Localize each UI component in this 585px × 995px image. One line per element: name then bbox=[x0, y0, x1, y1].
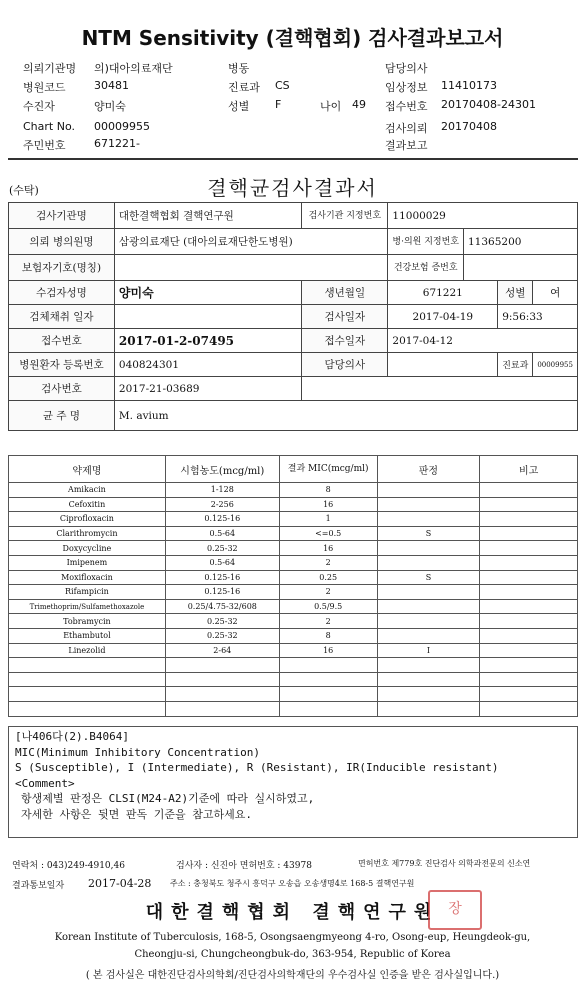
value-sex: F bbox=[275, 98, 282, 111]
table-row bbox=[9, 497, 578, 512]
value-hospital-code: 30481 bbox=[94, 79, 129, 92]
interpretation bbox=[377, 497, 480, 512]
column-header-concentration: 시험농도(mcg/ml) bbox=[165, 456, 279, 483]
test-concentration: 2-64 bbox=[165, 643, 279, 658]
remarks bbox=[480, 570, 578, 585]
interpretation bbox=[377, 512, 480, 527]
institute-name: 대한결핵협회 결핵연구원 bbox=[145, 902, 440, 923]
drug-susceptibility-table bbox=[8, 455, 578, 717]
value-request-date: 20170408 bbox=[441, 120, 497, 133]
label-doctor: 담당의사 bbox=[385, 62, 428, 75]
lab-code-value: 11000029 bbox=[388, 203, 578, 229]
mic-result: 2 bbox=[279, 585, 377, 600]
test-concentration bbox=[165, 701, 279, 716]
remarks bbox=[480, 672, 578, 687]
label-resident-no: 주민번호 bbox=[23, 139, 66, 152]
table-row bbox=[9, 701, 578, 716]
hospital-name-value: 삼광의료재단 (대아의료재단한도병원) bbox=[114, 229, 388, 255]
interpretation: S bbox=[377, 526, 480, 541]
examinee-name-value: 양미숙 bbox=[114, 281, 301, 305]
birthdate-label: 생년월일 bbox=[302, 281, 388, 305]
lab-name-label: 검사기관명 bbox=[9, 203, 115, 229]
test-concentration: 2-256 bbox=[165, 497, 279, 512]
table-row bbox=[9, 672, 578, 687]
table-row bbox=[9, 483, 578, 498]
label-chart-no: Chart No. bbox=[23, 120, 75, 133]
label-department: 진료과 bbox=[228, 81, 260, 94]
interpretation bbox=[377, 672, 480, 687]
insurance-no-value bbox=[464, 255, 578, 281]
interpretation bbox=[377, 701, 480, 716]
test-no-value: 2017-21-03689 bbox=[114, 377, 301, 401]
drug-name bbox=[9, 701, 166, 716]
collection-date-label: 검체채취 일자 bbox=[9, 305, 115, 329]
consignment-tag: (수탁) bbox=[9, 184, 39, 197]
test-concentration: 0.25-32 bbox=[165, 541, 279, 556]
label-ward: 병동 bbox=[228, 62, 250, 75]
official-seal: 장 bbox=[428, 890, 482, 930]
remarks bbox=[480, 687, 578, 702]
receipt-no-value: 2017-01-2-07495 bbox=[114, 329, 301, 353]
hospital-code-label: 병·의원 지정번호 bbox=[388, 229, 464, 255]
drug-name: Amikacin bbox=[9, 483, 166, 498]
registration-no-label: 병원환자 등록번호 bbox=[9, 353, 115, 377]
test-time-value: 9:56:33 bbox=[498, 305, 578, 329]
column-header-mic: 결과 MIC(mcg/ml) bbox=[279, 456, 377, 483]
table-row bbox=[9, 614, 578, 629]
drug-name: Ethambutol bbox=[9, 628, 166, 643]
clinic-dept-value: 00009955 bbox=[533, 353, 578, 377]
interpretation bbox=[377, 614, 480, 629]
test-concentration: 0.125-16 bbox=[165, 512, 279, 527]
remarks bbox=[480, 628, 578, 643]
patient-info-table bbox=[8, 202, 578, 431]
insurer-label: 보험자기호(명칭) bbox=[9, 255, 115, 281]
interpretation: I bbox=[377, 643, 480, 658]
test-concentration: 0.25-32 bbox=[165, 614, 279, 629]
interpretation bbox=[377, 687, 480, 702]
drug-name: Moxifloxacin bbox=[9, 570, 166, 585]
remarks bbox=[480, 643, 578, 658]
remarks bbox=[480, 585, 578, 600]
interpretation bbox=[377, 585, 480, 600]
interpretation bbox=[377, 658, 480, 673]
column-header-interpretation: 판정 bbox=[377, 456, 480, 483]
label-age: 나이 bbox=[320, 100, 342, 113]
drug-name bbox=[9, 672, 166, 687]
drug-name: Ciprofloxacin bbox=[9, 512, 166, 527]
footer-report-date-value: 2017-04-28 bbox=[88, 877, 152, 890]
footer-contact: 연락처 : 043)249-4910,46 bbox=[12, 861, 125, 871]
notes-mic-definition: MIC(Minimum Inhibitory Concentration) bbox=[15, 745, 261, 759]
insurance-no-label: 건강보험 증번호 bbox=[388, 255, 464, 281]
receipt-no-label: 접수번호 bbox=[9, 329, 115, 353]
interpretation bbox=[377, 628, 480, 643]
drug-name: Clarithromycin bbox=[9, 526, 166, 541]
label-request-date: 검사의뢰 bbox=[385, 122, 428, 135]
drug-name bbox=[9, 658, 166, 673]
table-row bbox=[9, 687, 578, 702]
mic-result bbox=[279, 687, 377, 702]
footer-english-address-2: Cheongju-si, Chungcheongbuk-do, 363-954, Republic of Korea bbox=[134, 949, 451, 960]
label-receipt-no: 접수번호 bbox=[385, 100, 428, 113]
notes-legend: S (Susceptible), I (Intermediate), R (Resistant), IR(Inducible resistant) bbox=[15, 761, 499, 774]
species-value: M. avium bbox=[114, 401, 577, 431]
interpretation bbox=[377, 599, 480, 614]
value-patient: 양미숙 bbox=[94, 100, 126, 113]
value-department: CS bbox=[275, 79, 290, 92]
mic-result bbox=[279, 658, 377, 673]
interpretation bbox=[377, 541, 480, 556]
test-no-blank bbox=[302, 377, 578, 401]
gender-value: 여 bbox=[533, 281, 578, 305]
footer-certification: ( 본 검사실은 대한진단검사의학회/진단검사의학재단의 우수검사실 인증을 받은 검사실입니다.) bbox=[85, 970, 500, 981]
remarks bbox=[480, 526, 578, 541]
label-hospital-code: 병원코드 bbox=[23, 81, 66, 94]
table-row bbox=[9, 599, 578, 614]
test-date-label: 검사일자 bbox=[302, 305, 388, 329]
lab-code-label: 검사기관 지정번호 bbox=[302, 203, 388, 229]
mic-result: 1 bbox=[279, 512, 377, 527]
value-clinical-info: 11410173 bbox=[441, 79, 497, 92]
attending-doctor-label: 담당의사 bbox=[302, 353, 388, 377]
drug-name: Linezolid bbox=[9, 643, 166, 658]
label-requester: 의뢰기관명 bbox=[23, 62, 77, 75]
attending-doctor-value bbox=[388, 353, 498, 377]
footer-examiner: 검사자 : 신진아 면허번호 : 43978 bbox=[176, 861, 312, 871]
birthdate-value: 671221 bbox=[388, 281, 498, 305]
value-age: 49 bbox=[352, 98, 366, 111]
test-concentration: 0.125-16 bbox=[165, 585, 279, 600]
label-sex: 성별 bbox=[228, 100, 250, 113]
remarks bbox=[480, 541, 578, 556]
remarks bbox=[480, 614, 578, 629]
table-row bbox=[9, 585, 578, 600]
column-header-remarks: 비고 bbox=[480, 456, 578, 483]
table-row bbox=[9, 643, 578, 658]
notes-comment-line-2: 자세한 사항은 뒷면 판독 기준을 참고하세요. bbox=[21, 807, 253, 821]
drug-name bbox=[9, 687, 166, 702]
divider bbox=[8, 158, 578, 160]
table-row bbox=[9, 526, 578, 541]
test-concentration: 0.25/4.75-32/608 bbox=[165, 599, 279, 614]
report-title: 결핵균검사결과서 bbox=[207, 176, 378, 200]
mic-result bbox=[279, 672, 377, 687]
interpretation bbox=[377, 483, 480, 498]
drug-name: Tobramycin bbox=[9, 614, 166, 629]
interpretation: S bbox=[377, 570, 480, 585]
mic-result bbox=[279, 701, 377, 716]
test-date-value: 2017-04-19 bbox=[388, 305, 498, 329]
hospital-name-label: 의뢰 병의원명 bbox=[9, 229, 115, 255]
mic-result: <=0.5 bbox=[279, 526, 377, 541]
gender-label: 성별 bbox=[498, 281, 533, 305]
mic-result: 2 bbox=[279, 614, 377, 629]
receipt-date-label: 접수일자 bbox=[302, 329, 388, 353]
footer-report-date-label: 결과통보일자 bbox=[12, 881, 65, 891]
mic-result: 16 bbox=[279, 643, 377, 658]
mic-result: 0.5/9.5 bbox=[279, 599, 377, 614]
table-row bbox=[9, 570, 578, 585]
test-concentration: 0.125-16 bbox=[165, 570, 279, 585]
mic-result: 0.25 bbox=[279, 570, 377, 585]
notes-comment-line-1: 항생제별 판정은 CLSI(M24-A2)기준에 따라 실시하였고, bbox=[21, 792, 315, 805]
clinic-dept-label: 진료과 bbox=[498, 353, 533, 377]
table-row bbox=[9, 628, 578, 643]
test-no-label: 검사번호 bbox=[9, 377, 115, 401]
remarks bbox=[480, 658, 578, 673]
remarks bbox=[480, 599, 578, 614]
mic-result: 8 bbox=[279, 628, 377, 643]
mic-result: 16 bbox=[279, 541, 377, 556]
table-row bbox=[9, 658, 578, 673]
receipt-date-value: 2017-04-12 bbox=[388, 329, 578, 353]
value-resident-no: 671221- bbox=[94, 137, 140, 150]
test-concentration: 0.5-64 bbox=[165, 555, 279, 570]
remarks bbox=[480, 701, 578, 716]
notes-box bbox=[8, 726, 578, 838]
table-row bbox=[9, 555, 578, 570]
footer-english-address-1: Korean Institute of Tuberculosis, 168-5, Osongsaengmyeong 4-ro, Osong-eup, Heungdeok-gu, bbox=[54, 932, 531, 943]
test-concentration bbox=[165, 687, 279, 702]
drug-name: Trimethoprim/Sulfamethoxazole bbox=[9, 599, 166, 614]
test-concentration: 1-128 bbox=[165, 483, 279, 498]
label-patient: 수진자 bbox=[23, 100, 55, 113]
table-row bbox=[9, 512, 578, 527]
page-title: NTM Sensitivity (결핵협회) 검사결과보고서 bbox=[81, 26, 504, 50]
drug-name: Cefoxitin bbox=[9, 497, 166, 512]
mic-result: 8 bbox=[279, 483, 377, 498]
value-receipt-no: 20170408-24301 bbox=[441, 98, 536, 111]
interpretation bbox=[377, 555, 480, 570]
hospital-code-value: 11365200 bbox=[464, 229, 578, 255]
species-label: 균 주 명 bbox=[9, 401, 115, 431]
remarks bbox=[480, 483, 578, 498]
footer-address: 주소 : 충청북도 청주시 흥덕구 오송읍 오송생명4로 168-5 결핵연구원 bbox=[170, 879, 415, 888]
drug-name: Imipenem bbox=[9, 555, 166, 570]
examinee-name-label: 수검자성명 bbox=[9, 281, 115, 305]
test-concentration: 0.25-32 bbox=[165, 628, 279, 643]
lab-name-value: 대한결핵협회 결핵연구원 bbox=[114, 203, 301, 229]
column-header-drug: 약제명 bbox=[9, 456, 166, 483]
notes-code: [나406다(2).B4064] bbox=[15, 730, 129, 743]
notes-comment-heading: <Comment> bbox=[15, 776, 75, 790]
label-report-date: 결과보고 bbox=[385, 139, 428, 152]
mic-result: 16 bbox=[279, 497, 377, 512]
value-requester: 의)대아의료재단 bbox=[94, 62, 173, 75]
drug-name: Rifampicin bbox=[9, 585, 166, 600]
label-clinical-info: 임상정보 bbox=[385, 81, 428, 94]
value-chart-no: 00009955 bbox=[94, 120, 150, 133]
table-row bbox=[9, 541, 578, 556]
remarks bbox=[480, 512, 578, 527]
test-concentration: 0.5-64 bbox=[165, 526, 279, 541]
test-concentration bbox=[165, 658, 279, 673]
mic-result: 2 bbox=[279, 555, 377, 570]
collection-date-value bbox=[114, 305, 301, 329]
footer-license: 면허번호 제779호 진단검사 의학과전문의 신소연 bbox=[358, 859, 531, 868]
drug-name: Doxycycline bbox=[9, 541, 166, 556]
remarks bbox=[480, 555, 578, 570]
registration-no-value: 040824301 bbox=[114, 353, 301, 377]
remarks bbox=[480, 497, 578, 512]
test-concentration bbox=[165, 672, 279, 687]
insurer-value bbox=[114, 255, 388, 281]
